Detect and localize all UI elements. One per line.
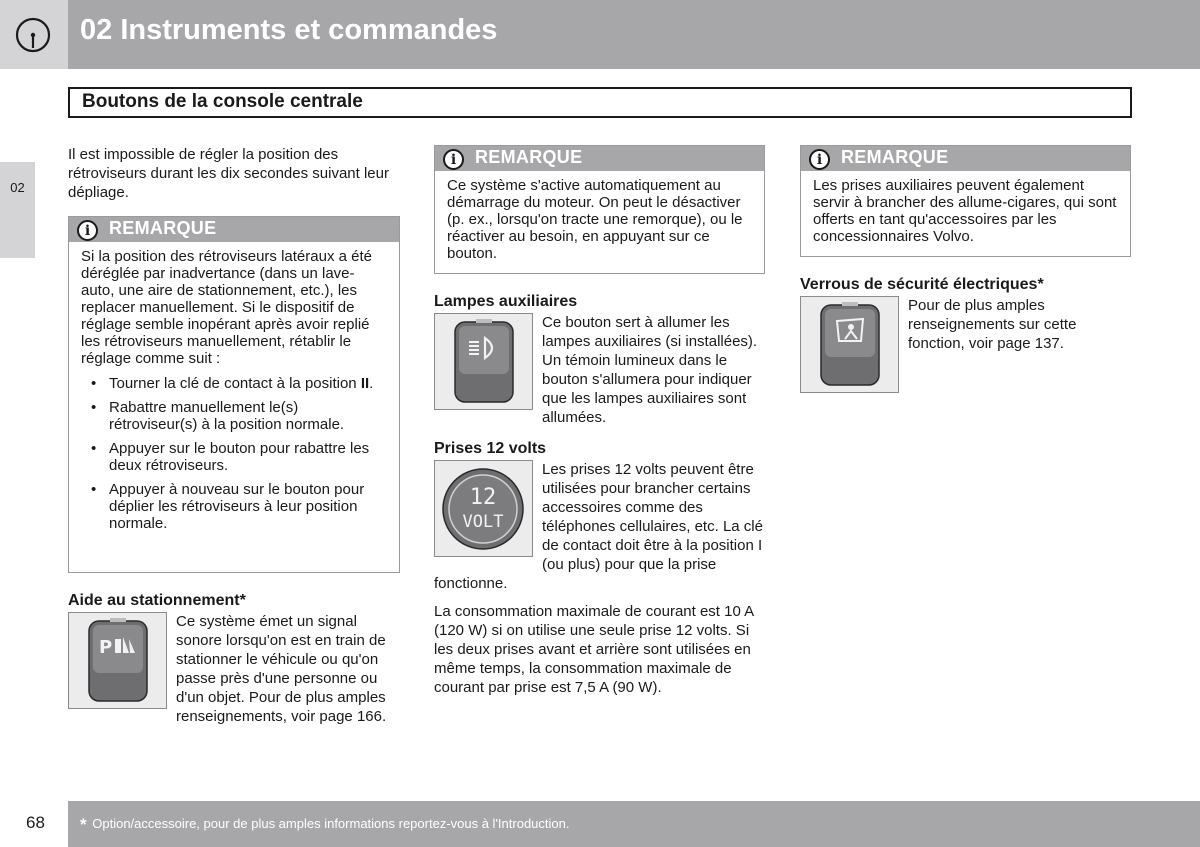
info-icon: i <box>809 149 830 170</box>
note-body <box>435 171 764 270</box>
footnote-star: * <box>80 815 87 834</box>
bullet-punct: . <box>369 375 374 392</box>
note-header <box>801 146 1130 171</box>
chapter-icon-box <box>0 0 68 69</box>
aux-text: Ce bouton sert à allumer les lampes auxiliaires (si installées). Un témoin lumineux dans le bouton s'allumera pour indiquer que les lampes auxiliaires sont allumées. <box>542 314 758 426</box>
socket-label-volt: VOLT <box>462 512 504 532</box>
note-body <box>801 171 1130 253</box>
aux-lamp-icon <box>435 314 532 409</box>
parking-section <box>68 591 400 726</box>
list-item <box>81 399 387 433</box>
note-text: Si la position des rétroviseurs latéraux a été déréglée par inadvertance (dans un lave-auto, une aire de stationnement, etc.), les replacer manuellement. Si le dispositif de réglage semble inopérant après avoir replié les rétroviseurs manuellement, rétablir le réglage comme suit : <box>81 248 372 367</box>
side-tab-label: 02 <box>10 180 25 195</box>
child-lock-icon <box>801 297 898 392</box>
bullet-text: Rabattre manuellement le(s) rétroviseur(s) à la position normale. <box>109 399 345 433</box>
parking-assist-icon <box>69 613 166 708</box>
info-icon: i <box>77 220 98 241</box>
locks-section <box>800 275 1131 353</box>
footnote-text: Option/accessoire, pour de plus amples informations reportez-vous à l'Introduction. <box>92 816 570 831</box>
svg-text:P: P <box>99 637 113 658</box>
section-title-box <box>68 87 1132 118</box>
parking-button-image <box>68 612 167 709</box>
note-body <box>69 242 399 547</box>
info-icon: i <box>443 149 464 170</box>
note-label: REMARQUE <box>841 147 949 167</box>
locks-heading: Verrous de sécurité électriques* <box>800 276 1044 293</box>
bullet-text: Appuyer sur le bouton pour rabattre les deux rétroviseurs. <box>109 440 370 474</box>
column-1 <box>68 145 400 726</box>
note-header <box>69 217 399 242</box>
sockets-heading: Prises 12 volts <box>434 440 547 457</box>
sockets-text: Les prises 12 volts peuvent être utilisées pour brancher certains accessoires comme des téléphones cellulaires, etc. La clé de contact doit être à la position I (ou plus) pour que la prise fonctionne. <box>434 461 763 592</box>
list-item <box>81 375 387 392</box>
note-text: Les prises auxiliaires peuvent également servir à brancher des allume-cigares, qui sont offerts en tant qu'accessoires par les concessionnaires Volvo. <box>813 177 1117 245</box>
list-item <box>81 481 387 532</box>
aux-lamps-button-image <box>434 313 533 410</box>
column-2 <box>434 145 765 697</box>
intro-paragraph: Il est impossible de régler la position des rétroviseurs durant les dix secondes suivant leur dépliage. <box>68 146 389 201</box>
chapter-title: 02 Instruments et commandes <box>80 14 498 46</box>
footnote <box>80 815 569 835</box>
note-label: REMARQUE <box>109 218 217 238</box>
note-header <box>435 146 764 171</box>
child-lock-button-image <box>800 296 899 393</box>
note-text: Ce système s'active automatiquement au démarrage du moteur. On peut le désactiver (p. ex., lorsqu'on tracte une remorque), ou le réactiver au besoin, en appuyant sur ce bouton. <box>447 177 743 262</box>
socket-12v-image <box>434 460 533 557</box>
socket-12v-icon <box>435 461 532 556</box>
aux-heading: Lampes auxiliaires <box>434 293 578 310</box>
note-box-aux <box>434 145 765 274</box>
aux-lamps-section <box>434 292 765 427</box>
page-number: 68 <box>26 813 45 832</box>
column-3 <box>800 145 1131 395</box>
section-title: Boutons de la console centrale <box>82 91 363 112</box>
parking-text: Ce système émet un signal sonore lorsqu'on est en train de stationner le véhicule ou qu'on passe près d'une personne ou d'un objet. Pour de plus amples renseignements, voir page 166. <box>176 613 387 725</box>
socket-label-12: 12 <box>469 485 497 510</box>
note-box-sockets <box>800 145 1131 257</box>
bullet-list <box>81 375 387 532</box>
sockets-section <box>434 439 765 697</box>
bullet-bold: II <box>360 375 370 392</box>
gauge-icon <box>15 17 51 53</box>
note-box-mirrors <box>68 216 400 573</box>
sockets-text-2: La consommation maximale de courant est 10 A (120 W) si on utilise une seule prise 12 volts. Si les deux prises avant et arrière sont utilisées en même temps, la consommation maximale de courant par prise est 7,5 A (90 W). <box>434 603 754 696</box>
note-label: REMARQUE <box>475 147 583 167</box>
list-item <box>81 440 387 474</box>
locks-text: Pour de plus amples renseignements sur cette fonction, voir page 137. <box>908 297 1077 352</box>
parking-heading: Aide au stationnement* <box>68 592 246 609</box>
bullet-text: Tourner la clé de contact à la position <box>109 375 361 392</box>
chapter-side-tab <box>0 162 35 258</box>
bullet-text: Appuyer à nouveau sur le bouton pour déplier les rétroviseurs à leur position normale. <box>109 481 365 532</box>
